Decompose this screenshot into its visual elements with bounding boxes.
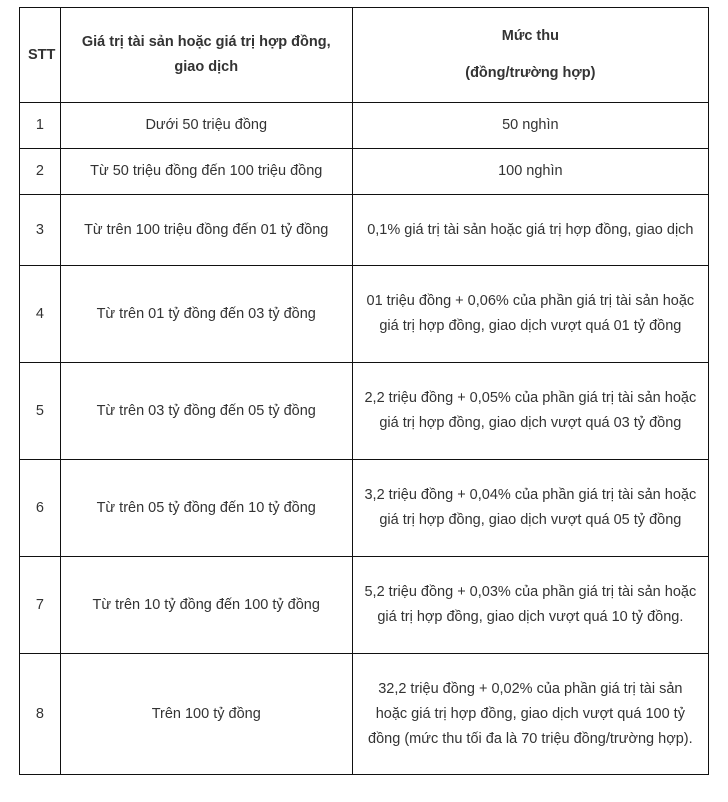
table-row [20, 557, 709, 654]
cell-stt: 8 [20, 654, 61, 775]
header-fee [352, 8, 708, 103]
cell-stt: 2 [20, 149, 61, 195]
cell-stt: 1 [20, 103, 61, 149]
cell-stt: 7 [20, 557, 61, 654]
cell-stt: 3 [20, 195, 61, 266]
cell-fee: 2,2 triệu đồng + 0,05% của phần giá trị tài sản hoặc giá trị hợp đồng, giao dịch vượt quá 03 tỷ đồng [352, 363, 708, 460]
cell-fee: 01 triệu đồng + 0,06% của phần giá trị tài sản hoặc giá trị hợp đồng, giao dịch vượt quá 01 tỷ đồng [352, 266, 708, 363]
header-fee-gap [361, 49, 700, 61]
cell-fee: 5,2 triệu đồng + 0,03% của phần giá trị tài sản hoặc giá trị hợp đồng, giao dịch vượt quá 10 tỷ đồng. [352, 557, 708, 654]
cell-asset-value: Trên 100 tỷ đồng [60, 654, 352, 775]
cell-asset-value: Từ trên 05 tỷ đồng đến 10 tỷ đồng [60, 460, 352, 557]
table-row [20, 654, 709, 775]
cell-asset-value: Dưới 50 triệu đồng [60, 103, 352, 149]
header-stt: STT [20, 8, 61, 103]
table-row [20, 195, 709, 266]
table-row [20, 363, 709, 460]
table-row [20, 103, 709, 149]
cell-stt: 5 [20, 363, 61, 460]
table-header-row [20, 8, 709, 103]
cell-stt: 4 [20, 266, 61, 363]
table-row [20, 460, 709, 557]
cell-asset-value: Từ trên 03 tỷ đồng đến 05 tỷ đồng [60, 363, 352, 460]
table-row [20, 149, 709, 195]
cell-fee: 50 nghìn [352, 103, 708, 149]
fee-table-container [19, 7, 709, 775]
cell-asset-value: Từ 50 triệu đồng đến 100 triệu đồng [60, 149, 352, 195]
cell-fee: 3,2 triệu đồng + 0,04% của phần giá trị tài sản hoặc giá trị hợp đồng, giao dịch vượt quá 05 tỷ đồng [352, 460, 708, 557]
cell-asset-value: Từ trên 10 tỷ đồng đến 100 tỷ đồng [60, 557, 352, 654]
table-row [20, 266, 709, 363]
cell-fee: 100 nghìn [352, 149, 708, 195]
cell-fee: 32,2 triệu đồng + 0,02% của phần giá trị tài sản hoặc giá trị hợp đồng, giao dịch vượt quá 100 tỷ đồng (mức thu tối đa là 70 triệu đồng/trường hợp). [352, 654, 708, 775]
cell-asset-value: Từ trên 01 tỷ đồng đến 03 tỷ đồng [60, 266, 352, 363]
cell-stt: 6 [20, 460, 61, 557]
cell-fee: 0,1% giá trị tài sản hoặc giá trị hợp đồng, giao dịch [352, 195, 708, 266]
header-fee-title: Mức thu [501, 28, 559, 44]
cell-asset-value: Từ trên 100 triệu đồng đến 01 tỷ đồng [60, 195, 352, 266]
header-fee-unit: (đồng/trường hợp) [465, 65, 596, 81]
notary-fee-table [19, 7, 709, 775]
header-asset-value: Giá trị tài sản hoặc giá trị hợp đồng, giao dịch [60, 8, 352, 103]
